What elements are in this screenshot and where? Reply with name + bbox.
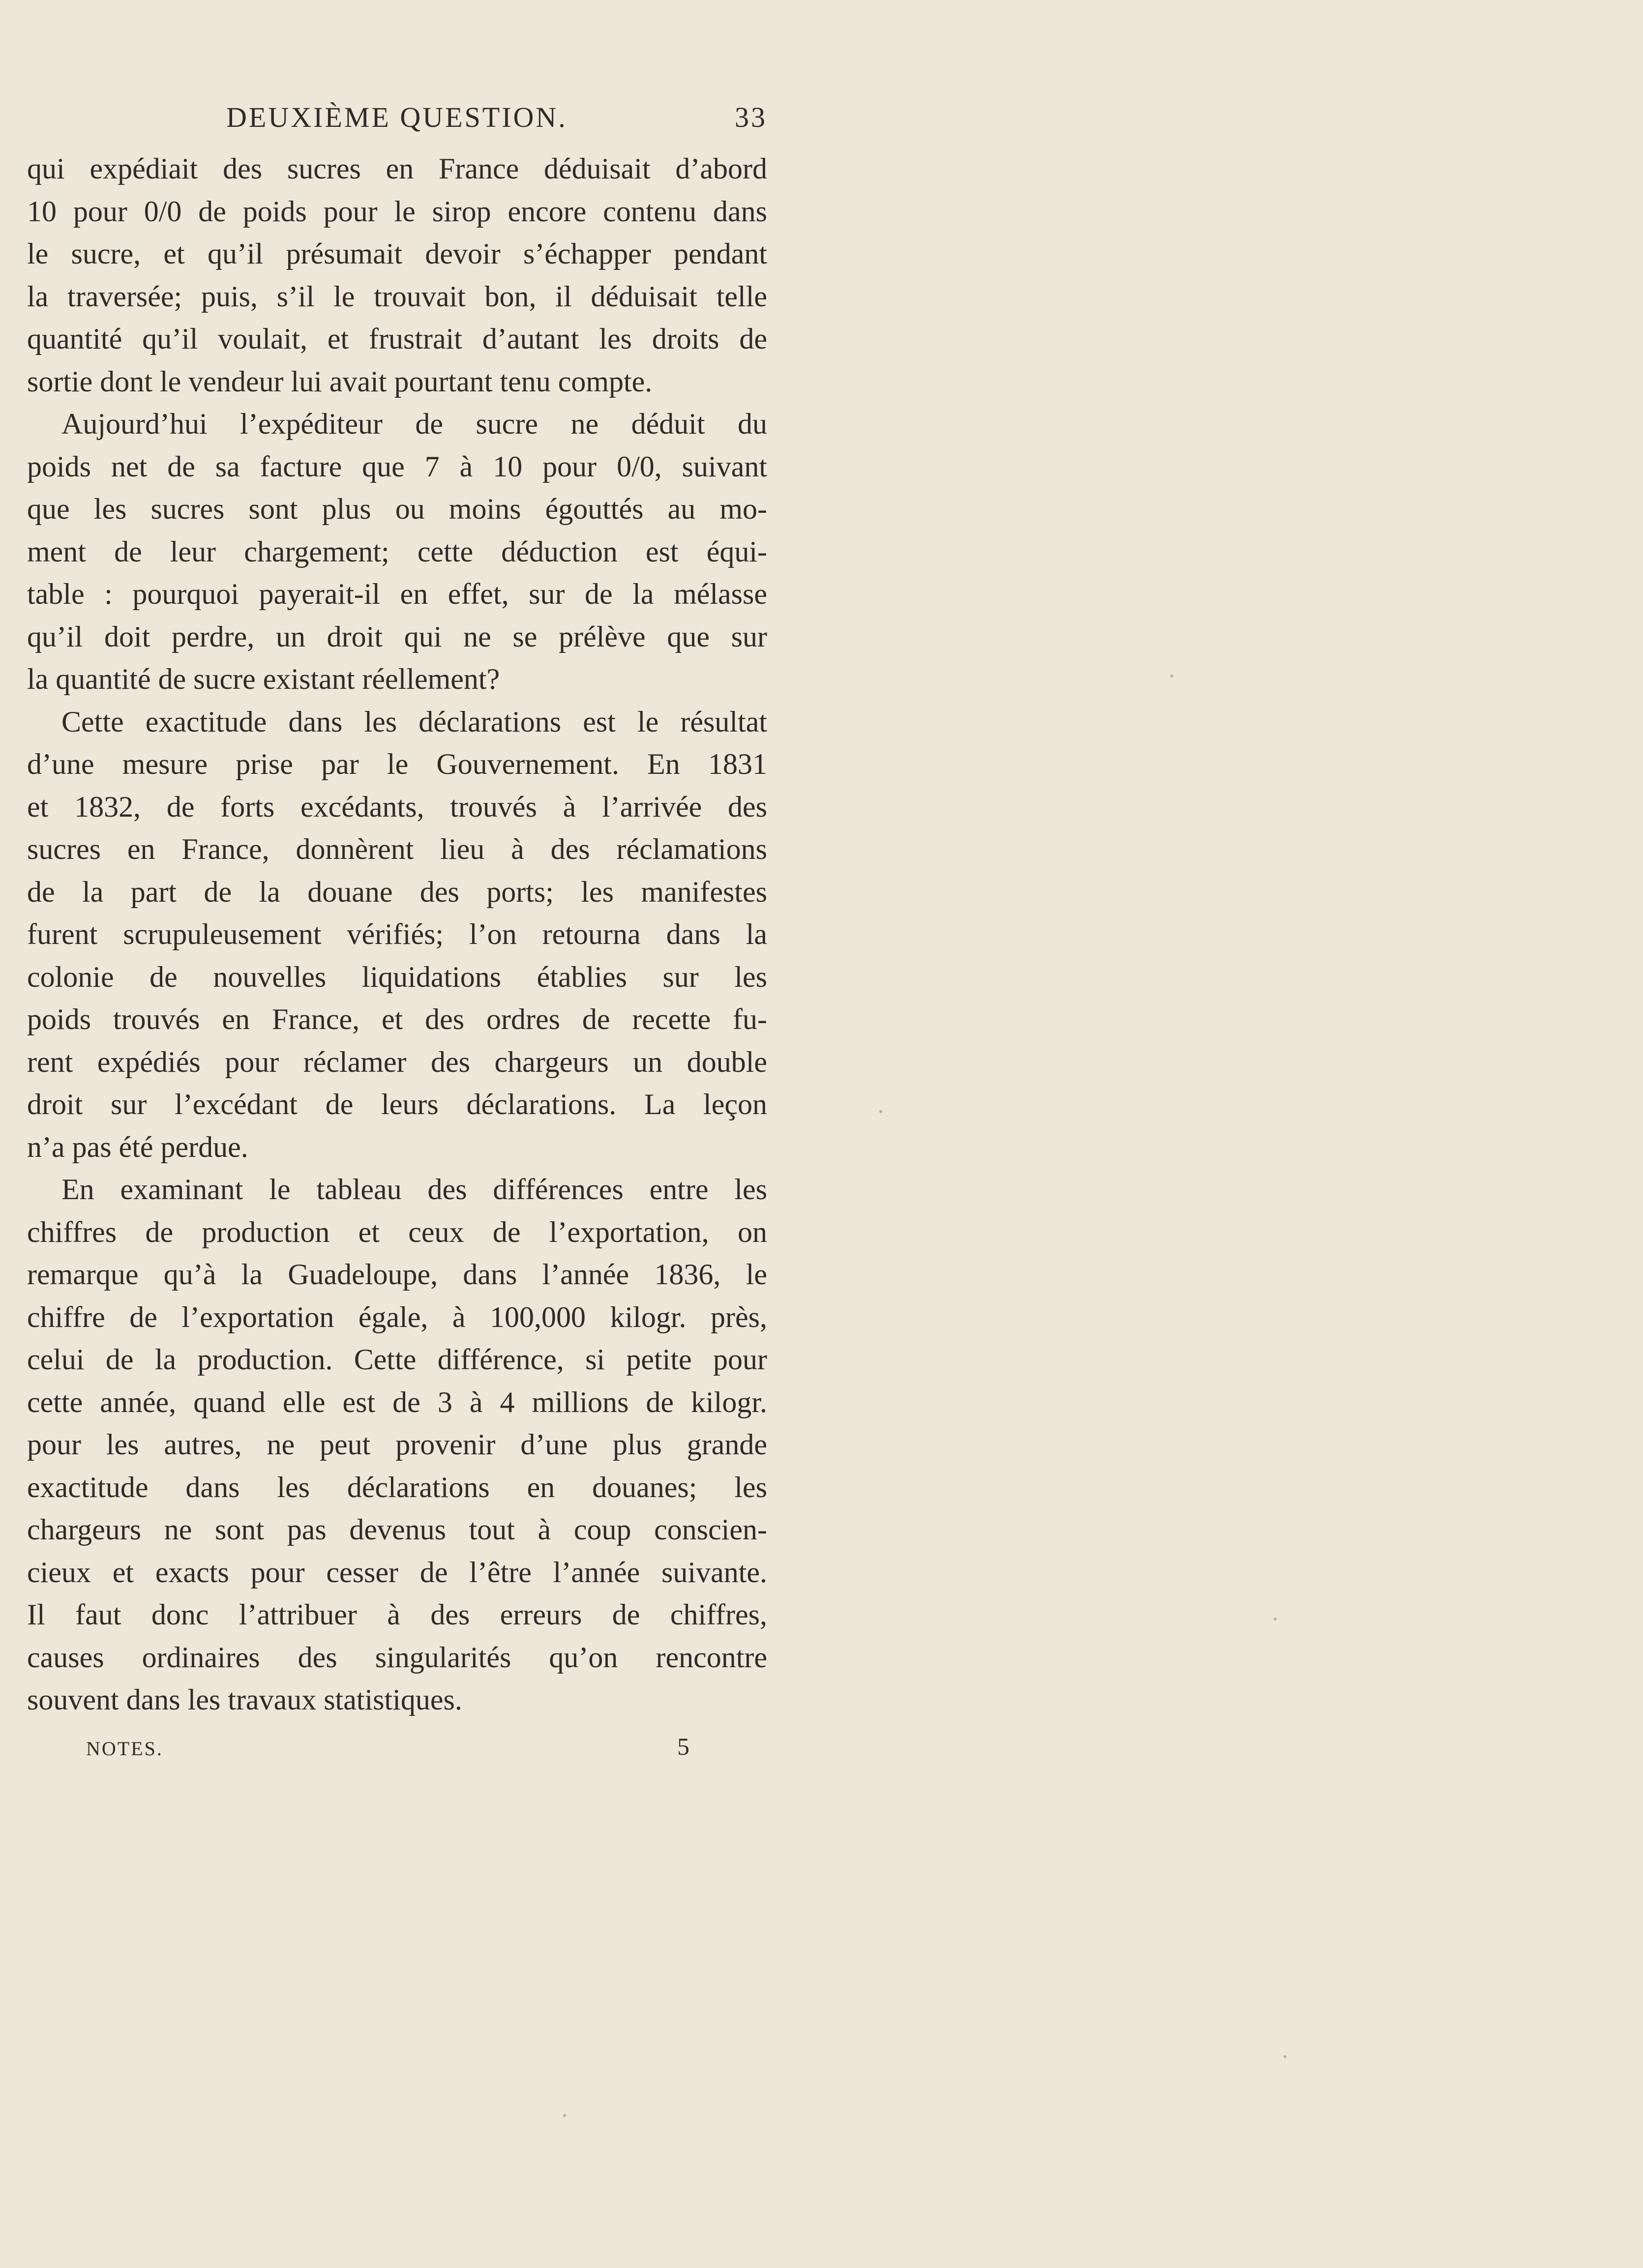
text-line: sortie dont le vendeur lui avait pourtant tenu compte.	[27, 365, 653, 398]
paper-speck	[879, 1110, 882, 1113]
running-head	[226, 101, 777, 140]
text-line: celui de la production. Cette différence, si petite pour	[27, 1343, 767, 1376]
text-line: colonie de nouvelles liquidations établies sur les	[27, 960, 767, 993]
paragraph-start-line: En examinant le tableau des différences entre les	[61, 1173, 767, 1206]
body-text	[27, 147, 767, 1721]
text-line: furent scrupuleusement vérifiés; l’on retourna dans la	[27, 918, 767, 950]
page-number: 33	[735, 101, 767, 133]
text-line: chiffre de l’exportation égale, à 100,000 kilogr. près,	[27, 1300, 767, 1333]
text-line: chiffres de production et ceux de l’exportation, on	[27, 1215, 767, 1248]
text-line: la quantité de sucre existant réellement?	[27, 663, 500, 695]
text-line: sucres en France, donnèrent lieu à des réclamations	[27, 833, 767, 865]
paper-speck	[1170, 675, 1173, 677]
text-line: droit sur l’excédant de leurs déclarations. La leçon	[27, 1088, 767, 1120]
text-line: cette année, quand elle est de 3 à 4 millions de kilogr.	[27, 1385, 767, 1418]
paragraph-start-line: Aujourd’hui l’expéditeur de sucre ne déduit du	[61, 408, 767, 440]
text-line: rent expédiés pour réclamer des chargeurs un double	[27, 1045, 767, 1078]
text-line: souvent dans les travaux statistiques.	[27, 1683, 462, 1716]
text-line: le sucre, et qu’il présumait devoir s’échapper pendant	[27, 237, 767, 270]
signature-mark: NOTES.	[86, 1738, 163, 1760]
paper-speck	[1274, 1618, 1277, 1620]
text-line: la traversée; puis, s’il le trouvait bon, il déduisait telle	[27, 280, 767, 313]
text-line: de la part de la douane des ports; les manifestes	[27, 875, 767, 908]
text-line: 10 pour 0/0 de poids pour le sirop encore contenu dans	[27, 195, 767, 228]
text-line: remarque qu’à la Guadeloupe, dans l’année 1836, le	[27, 1258, 767, 1291]
text-line: chargeurs ne sont pas devenus tout à coup conscien-	[27, 1513, 767, 1546]
sheet-number: 5	[677, 1733, 691, 1760]
running-title: DEUXIÈME QUESTION.	[226, 101, 568, 133]
text-line: poids net de sa facture que 7 à 10 pour 0/0, suivant	[27, 450, 767, 483]
text-line: d’une mesure prise par le Gouvernement. En 1831	[27, 748, 767, 780]
text-line: poids trouvés en France, et des ordres de recette fu-	[27, 1003, 767, 1035]
text-line: exactitude dans les déclarations en douanes; les	[27, 1471, 767, 1503]
text-line: quantité qu’il voulait, et frustrait d’autant les droits de	[27, 323, 767, 355]
text-line: qui expédiait des sucres en France déduisait d’abord	[27, 152, 767, 185]
text-line: causes ordinaires des singularités qu’on rencontre	[27, 1641, 767, 1674]
paper-speck	[563, 2114, 566, 2117]
paragraph-start-line: Cette exactitude dans les déclarations est le résultat	[61, 705, 767, 738]
text-line: cieux et exacts pour cesser de l’être l’année suivante.	[27, 1556, 767, 1589]
text-line: Il faut donc l’attribuer à des erreurs de chiffres,	[27, 1598, 767, 1631]
text-line: table : pourquoi payerait-il en effet, sur de la mélasse	[27, 578, 767, 610]
text-line: qu’il doit perdre, un droit qui ne se prélève que sur	[27, 620, 767, 653]
paper-speck	[1284, 2055, 1286, 2058]
text-line: pour les autres, ne peut provenir d’une plus grande	[27, 1428, 767, 1461]
text-line: n’a pas été perdue.	[27, 1130, 248, 1163]
text-line: que les sucres sont plus ou moins égouttés au mo-	[27, 493, 767, 525]
text-line: et 1832, de forts excédants, trouvés à l’arrivée des	[27, 790, 767, 823]
text-line: ment de leur chargement; cette déduction est équi-	[27, 535, 767, 568]
page-footer	[86, 1732, 691, 1762]
